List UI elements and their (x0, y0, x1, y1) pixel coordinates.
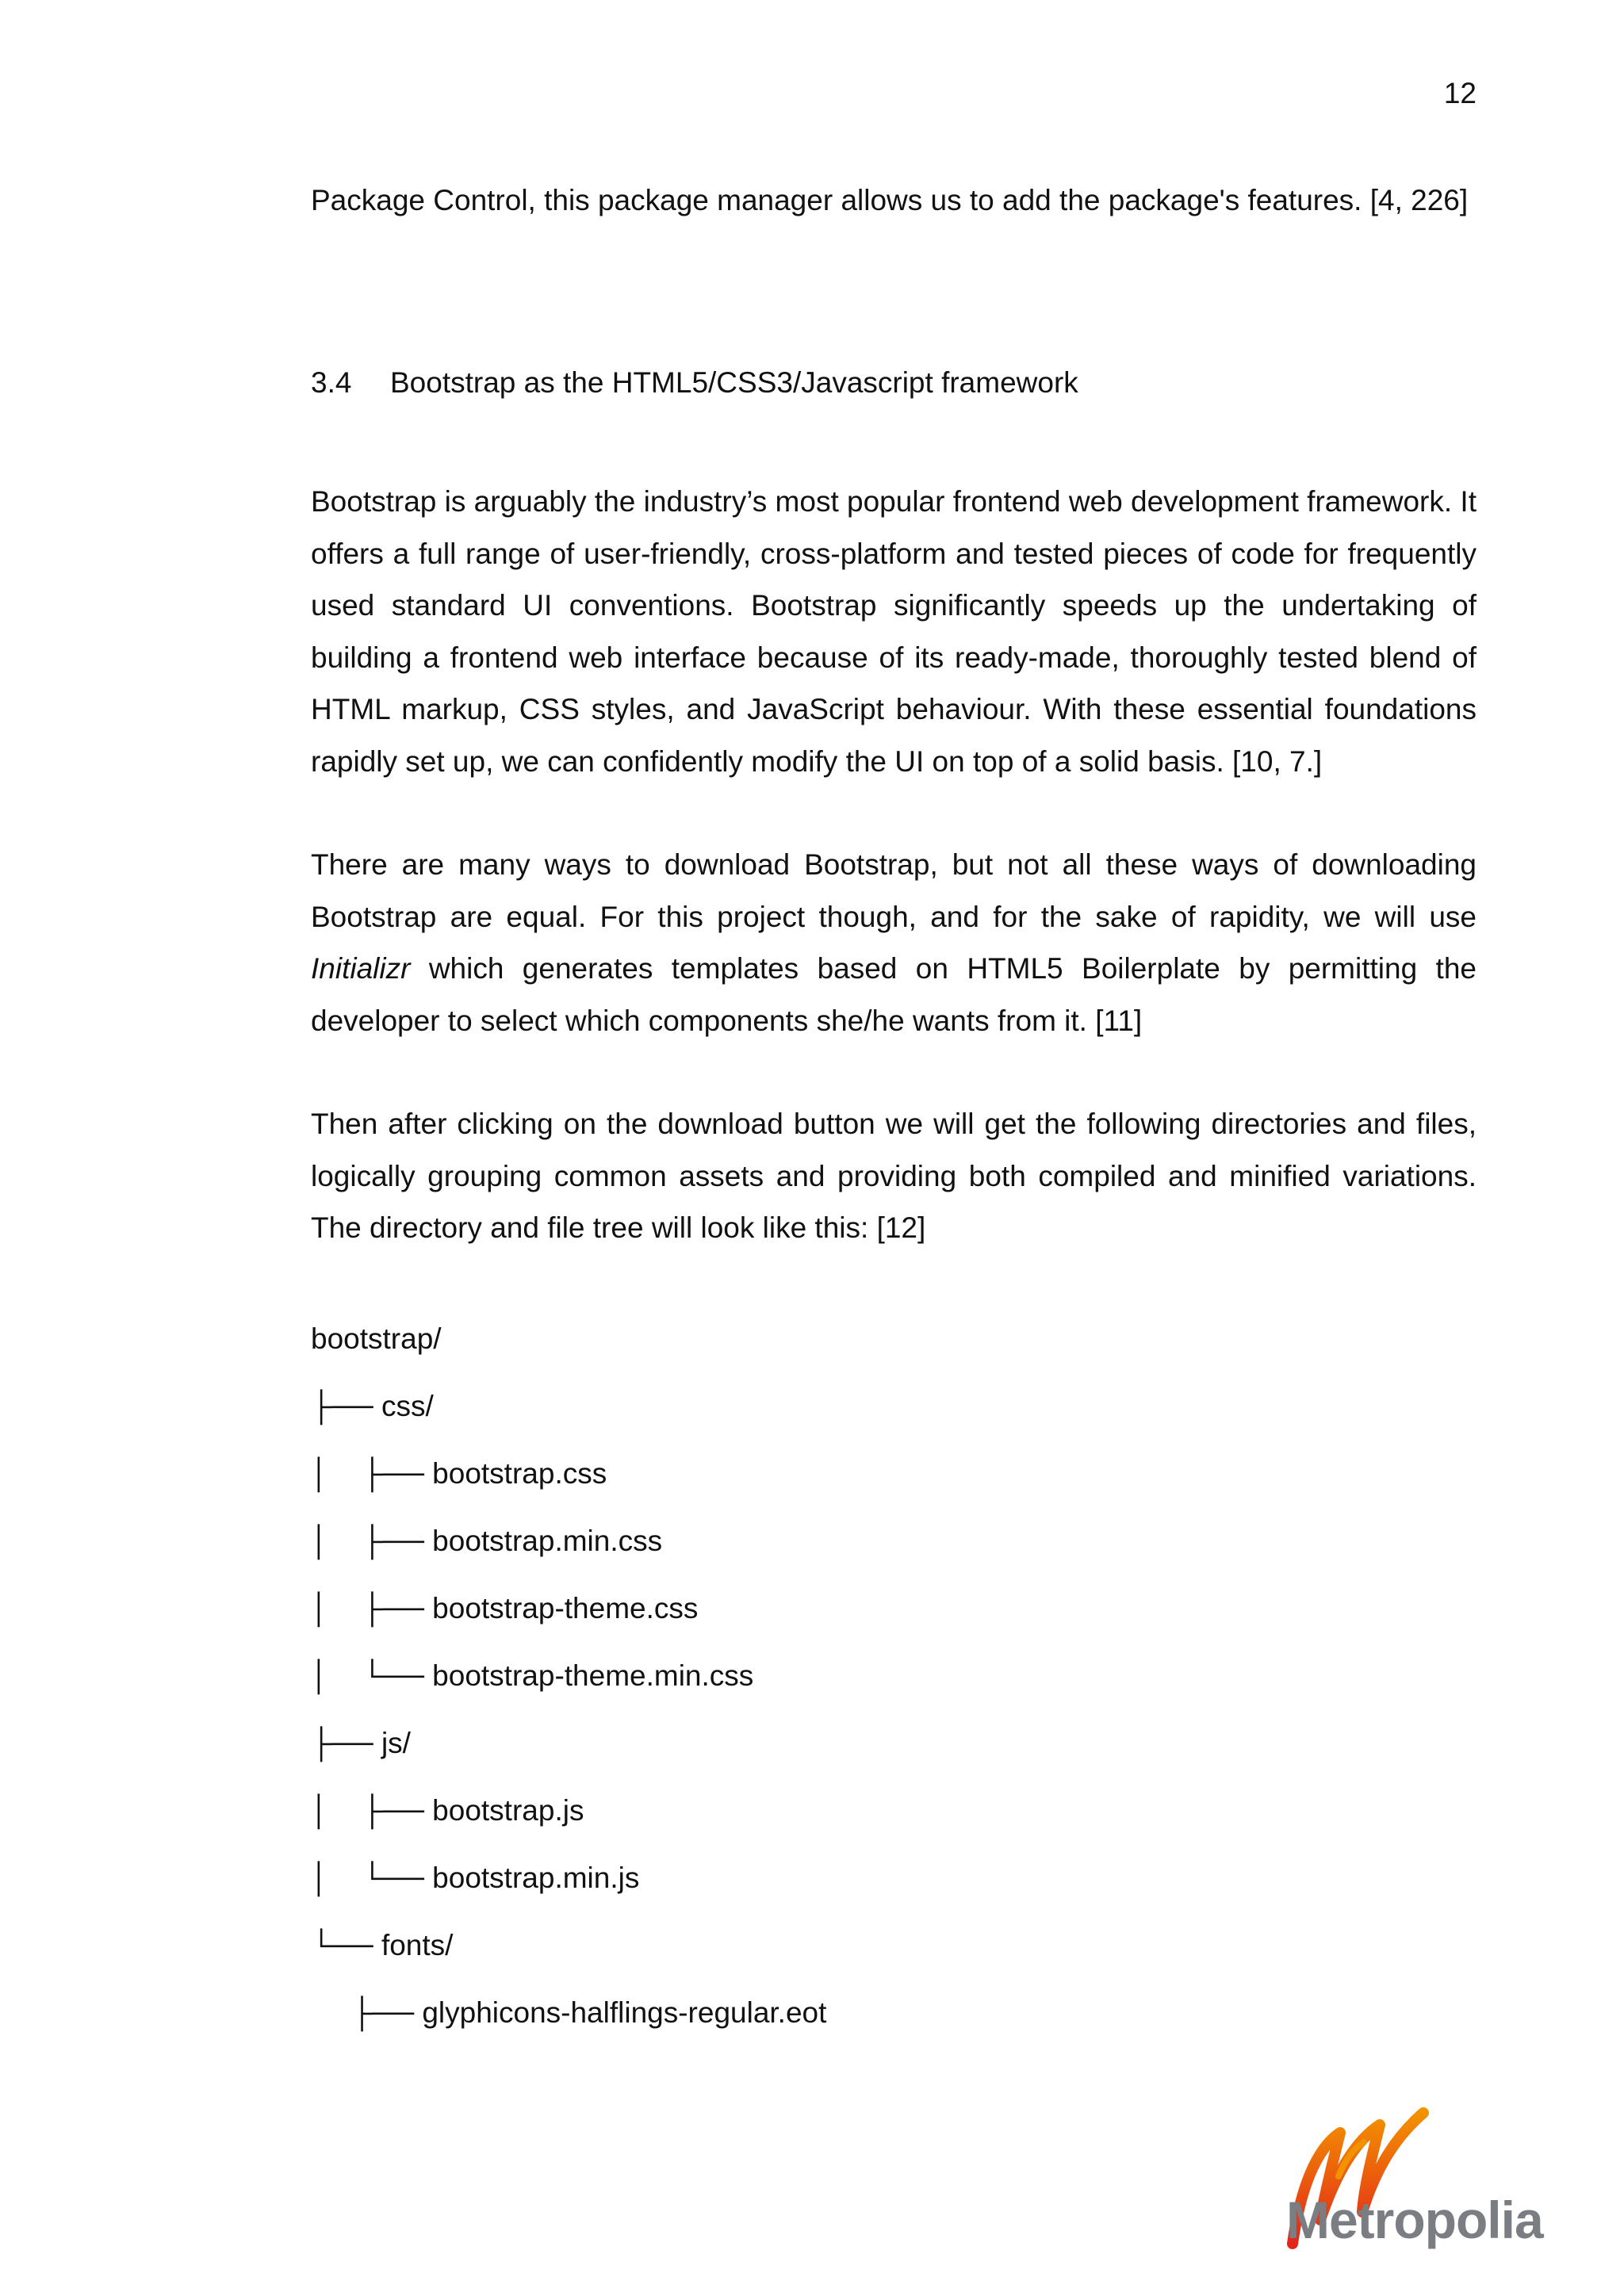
tree-row (311, 1507, 826, 1575)
tree-entry-name: glyphicons-halflings-regular.eot (422, 1996, 827, 2029)
directory-tree (311, 1305, 826, 2046)
tree-entry-name: bootstrap-theme.min.css (432, 1659, 754, 1692)
section-title: Bootstrap as the HTML5/CSS3/Javascript framework (390, 366, 1078, 399)
tree-row (311, 1305, 826, 1372)
tree-entry-name: bootstrap/ (311, 1322, 442, 1355)
tree-row (311, 1642, 826, 1709)
tree-glyph: ├── (311, 1996, 423, 2029)
paragraph-download-ways-text-2: which generates templates based on HTML5 Boilerplate by permitting the developer to select which components she/he wants from it. [11] (311, 952, 1477, 1037)
tree-row (311, 1372, 826, 1440)
paragraph-bootstrap-intro: Bootstrap is arguably the industry’s most popular frontend web development framework. It offers a full range of user-friendly, cross-platform and tested pieces of code for frequently used standard UI conventions. Bootstrap significantly speeds up the undertaking of building a frontend web interface because of its ready-made, thoroughly tested blend of HTML markup, CSS styles, and JavaScript behaviour. With these essential foundations rapidly set up, we can confidently modify the UI on top of a solid basis. [10, 7.] (311, 485, 1477, 778)
metropolia-logo-text: Metropolia (1286, 2191, 1543, 2249)
tree-row (311, 1575, 826, 1642)
tree-row (311, 1777, 826, 1844)
tree-glyph: │ └── (311, 1862, 433, 1894)
tree-entry-name: js/ (381, 1727, 411, 1759)
tree-glyph: │ └── (311, 1659, 433, 1692)
tree-entry-name: bootstrap.min.css (432, 1525, 663, 1557)
tree-glyph: ├── (311, 1727, 381, 1759)
tree-entry-name: bootstrap.min.js (432, 1862, 640, 1894)
tree-entry-name: css/ (381, 1390, 434, 1422)
tree-row (311, 1440, 826, 1507)
tree-entry-name: bootstrap.css (432, 1457, 607, 1490)
tree-glyph: ├── (311, 1390, 381, 1422)
tree-glyph: └── (311, 1929, 381, 1961)
tree-glyph: │ ├── (311, 1794, 433, 1827)
tree-row (311, 1979, 826, 2046)
tree-row (311, 1844, 826, 1911)
paragraph-download-ways (311, 839, 1477, 1047)
tree-glyph: │ ├── (311, 1525, 433, 1557)
tree-glyph: │ ├── (311, 1592, 433, 1624)
initializr-emphasis: Initializr (311, 952, 411, 985)
intro-paragraph: Package Control, this package manager allows us to add the package's features. [4, 226] (311, 184, 1469, 216)
paragraph-download-ways-text-1: There are many ways to download Bootstrap, but not all these ways of downloading Bootstrap are equal. For this project though, and for the sake of rapidity, we will use (311, 848, 1477, 933)
paragraph-directory-tree: Then after clicking on the download button we will get the following directories and files, logically grouping common assets and providing both compiled and minified variations. The directory and file tree will look like this: [12] (311, 1108, 1477, 1244)
section-heading (311, 363, 1078, 403)
tree-glyph: │ ├── (311, 1457, 433, 1490)
tree-row (311, 1911, 826, 1979)
tree-entry-name: bootstrap.js (432, 1794, 584, 1827)
tree-row (311, 1709, 826, 1777)
section-number: 3.4 (311, 366, 352, 399)
tree-entry-name: fonts/ (381, 1929, 454, 1961)
page-number: 12 (1443, 77, 1477, 109)
tree-entry-name: bootstrap-theme.css (432, 1592, 699, 1624)
